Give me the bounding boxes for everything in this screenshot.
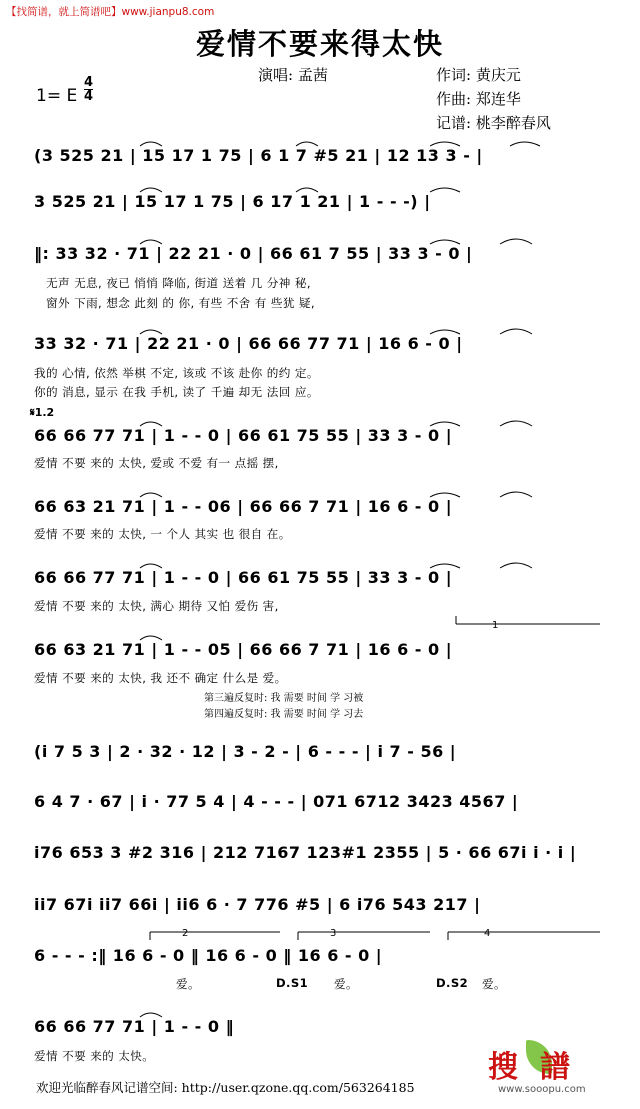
- volta-line-3: [298, 932, 430, 940]
- volta-1: 1: [492, 620, 499, 631]
- score-row-13: 6 - - - :‖ 16 6 - 0 ‖ 16 6 - 0 ‖ 16 6 - 0 |: [34, 946, 383, 965]
- score-row-7: 66 66 77 71 | 1 - - 0 | 66 61 75 55 | 33 3 - 0 |: [34, 568, 453, 587]
- score-row-4: 33 32 · 71 | 22 21 · 0 | 66 66 77 71 | 16 6 - 0 |: [34, 334, 463, 353]
- logo-text: 搜譜: [488, 1050, 592, 1085]
- footer-text[interactable]: 欢迎光临醉春风记谱空间: http://user.qzone.qq.com/563264185: [36, 1080, 415, 1095]
- slur: [140, 330, 162, 334]
- ds1-mark: D.S1: [276, 976, 309, 990]
- slur: [430, 240, 460, 244]
- lyrics-row-4a: 我的 心情, 依然 举棋 不定, 该或 不该 赴你 的约 定。: [34, 366, 319, 380]
- volta-4: 4: [484, 928, 491, 939]
- slur: [140, 240, 162, 244]
- slur: [500, 492, 532, 497]
- volta-line-2: [150, 932, 280, 940]
- score-row-5: 66 66 77 71 | 1 - - 0 | 66 61 75 55 | 33 3 - 0 |: [34, 426, 453, 445]
- slur: [430, 422, 460, 426]
- key-signature: 1= E: [36, 86, 78, 106]
- slur: [296, 188, 318, 192]
- lyrics-row-13c: 爱。: [482, 977, 506, 991]
- ds2-mark: D.S2: [436, 976, 469, 990]
- slur: [430, 142, 460, 146]
- lyrics-row-3b: 窗外 下雨, 想念 此刻 的 你, 有些 不舍 有 些犹 疑,: [46, 296, 315, 310]
- slur: [500, 563, 532, 568]
- volta-line-1: [456, 616, 600, 624]
- sooopu-logo[interactable]: [488, 1040, 608, 1100]
- time-bottom: 4: [84, 89, 94, 104]
- segno-mark: 𝄋1.2: [30, 406, 55, 419]
- slur: [430, 493, 460, 497]
- slur: [500, 239, 532, 244]
- slur: [140, 636, 162, 640]
- slur: [430, 330, 460, 334]
- slur: [500, 329, 532, 334]
- transcriber: 记谱: 桃李醉春风: [436, 114, 551, 132]
- volta-2: 2: [182, 928, 189, 939]
- slur: [500, 421, 532, 426]
- slur: [140, 493, 162, 497]
- lyrics-row-6: 爱情 不要 来的 太快, 一 个人 其实 也 很自 在。: [34, 527, 291, 541]
- lyrics-row-8: 爱情 不要 来的 太快, 我 还不 确定 什么是 爱。: [34, 671, 287, 685]
- lyrics-row-13a: 爱。: [176, 977, 200, 991]
- score-row-2: 3 525 21 | 15 17 1 75 | 6 17 1 21 | 1 - - -) |: [34, 192, 431, 211]
- slur: [430, 564, 460, 568]
- slur: [510, 142, 540, 146]
- slur: [140, 422, 162, 426]
- slur: [140, 142, 162, 146]
- score-row-9: (i 7 5 3 | 2 · 32 · 12 | 3 - 2 - | 6 - - - | i 7 - 56 |: [34, 742, 457, 761]
- score-row-14: 66 66 77 71 | 1 - - 0 ‖: [34, 1017, 235, 1036]
- score-row-10: 6 4 7 · 67 | i · 77 5 4 | 4 - - - | 071 6712 3423 4567 |: [34, 792, 519, 811]
- lyrics-row-13b: 爱。: [334, 977, 358, 991]
- top-link[interactable]: 【找简谱，就上简谱吧】www.jianpu8.com: [6, 6, 215, 18]
- lyrics-row-14: 爱情 不要 来的 太快。: [34, 1049, 155, 1063]
- slur: [140, 564, 162, 568]
- lyrics-row-3a: 无声 无息, 夜已 悄悄 降临, 街道 送着 几 分神 秘,: [46, 276, 311, 290]
- score-row-1: (3 525 21 | 15 17 1 75 | 6 1 7 #5 21 | 12 13 3 - |: [34, 146, 483, 165]
- score-row-11: i76 653 3 #2 316 | 212 7167 123#1 2355 | 5 · 66 67i i · i |: [34, 843, 577, 862]
- logo-url: www.sooopu.com: [498, 1084, 586, 1095]
- volta-3: 3: [330, 928, 337, 939]
- lyrics-row-8-third: 第三遍反复时: 我 需要 时间 学 习被: [204, 693, 364, 704]
- slur: [140, 1013, 162, 1017]
- lyrics-row-7: 爱情 不要 来的 太快, 满心 期待 又怕 爱伤 害,: [34, 599, 279, 613]
- score-row-6: 66 63 21 71 | 1 - - 06 | 66 66 7 71 | 16 6 - 0 |: [34, 497, 453, 516]
- slur: [140, 188, 162, 192]
- lyrics-row-5: 爱情 不要 来的 太快, 爱或 不爱 有一 点摇 摆,: [34, 456, 279, 470]
- score-row-8: 66 63 21 71 | 1 - - 05 | 66 66 7 71 | 16 6 - 0 |: [34, 640, 453, 659]
- slur: [296, 142, 318, 146]
- composer: 作曲: 郑连华: [436, 90, 521, 108]
- lyrics-row-4b: 你的 消息, 显示 在我 手机, 读了 千遍 却无 法回 应。: [34, 385, 319, 399]
- time-top: 4: [84, 75, 94, 90]
- volta-line-4: [448, 932, 600, 940]
- score-row-3: ‖: 33 32 · 71 | 22 21 · 0 | 66 61 7 55 | 33 3 - 0 |: [34, 244, 473, 263]
- song-title: 爱情不要来得太快: [195, 27, 444, 61]
- slur: [430, 188, 460, 192]
- score-row-12: ii7 67i ii7 66i | ii6 6 · 7 776 #5 | 6 i76 543 217 |: [34, 895, 481, 914]
- singer: 演唱: 孟茜: [258, 66, 328, 84]
- lyrics-row-8-fourth: 第四遍反复时: 我 需要 时间 学 习去: [204, 709, 364, 720]
- lyricist: 作词: 黄庆元: [436, 66, 521, 84]
